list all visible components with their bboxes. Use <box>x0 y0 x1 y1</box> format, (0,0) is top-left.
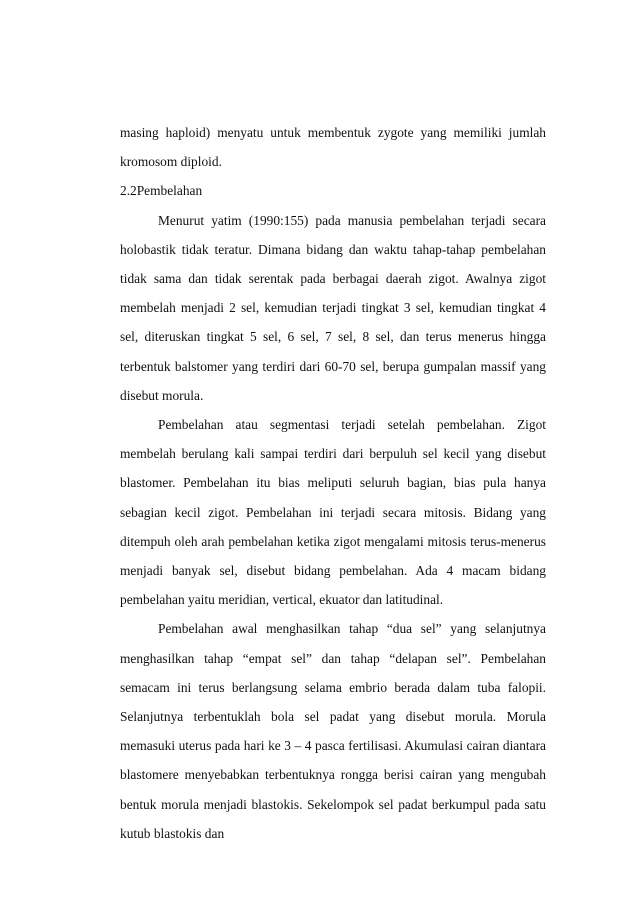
document-page <box>120 118 546 848</box>
paragraph-pembelahan-awal: Pembelahan awal menghasilkan tahap “dua sel” yang selanjutnya menghasilkan tahap “empat sel” dan tahap “delapan sel”. Pembelahan semacam ini terus berlangsung selama embrio berada dalam tuba falopii. Selanjutnya terbentuklah bola sel padat yang disebut morula. Morula memasuki uterus pada hari ke 3 – 4 pasca fertilisasi. Akumulasi cairan diantara blastomere menyebabkan terbentuknya rongga berisi cairan yang mengubah bentuk morula menjadi blastokis. Sekelompok sel padat berkumpul pada satu kutub blastokis dan <box>120 621 546 841</box>
paragraph-segmentasi: Pembelahan atau segmentasi terjadi setelah pembelahan. Zigot membelah berulang kali sampai terdiri dari berpuluh sel kecil yang disebut blastomer. Pembelahan itu bias meliputi seluruh bagian, bias pula hanya sebagian kecil zigot. Pembelahan ini terjadi secara mitosis. Bidang yang ditempuh oleh arah pembelahan ketika zigot mengalami mitosis terus-menerus menjadi banyak sel, disebut bidang pembelahan. Ada 4 macam bidang pembelahan yaitu meridian, vertical, ekuator dan latitudinal. <box>120 417 546 608</box>
section-heading: 2.2Pembelahan <box>120 183 203 199</box>
paragraph-continuation: masing haploid) menyatu untuk membentuk zygote yang memiliki jumlah kromosom diploid. <box>120 125 546 170</box>
paragraph-pembelahan-intro: Menurut yatim (1990:155) pada manusia pembelahan terjadi secara holobastik tidak teratur. Dimana bidang dan waktu tahap-tahap pembelahan tidak sama dan tidak serentak pada berbagai daerah zigot. Awalnya zigot membelah menjadi 2 sel, kemudian terjadi tingkat 3 sel, kemudian tingkat 4 sel, diteruskan tingkat 5 sel, 6 sel, 7 sel, 8 sel, dan terus menerus hingga terbentuk balstomer yang terdiri dari 60-70 sel, berupa gumpalan massif yang disebut morula. <box>120 212 546 403</box>
